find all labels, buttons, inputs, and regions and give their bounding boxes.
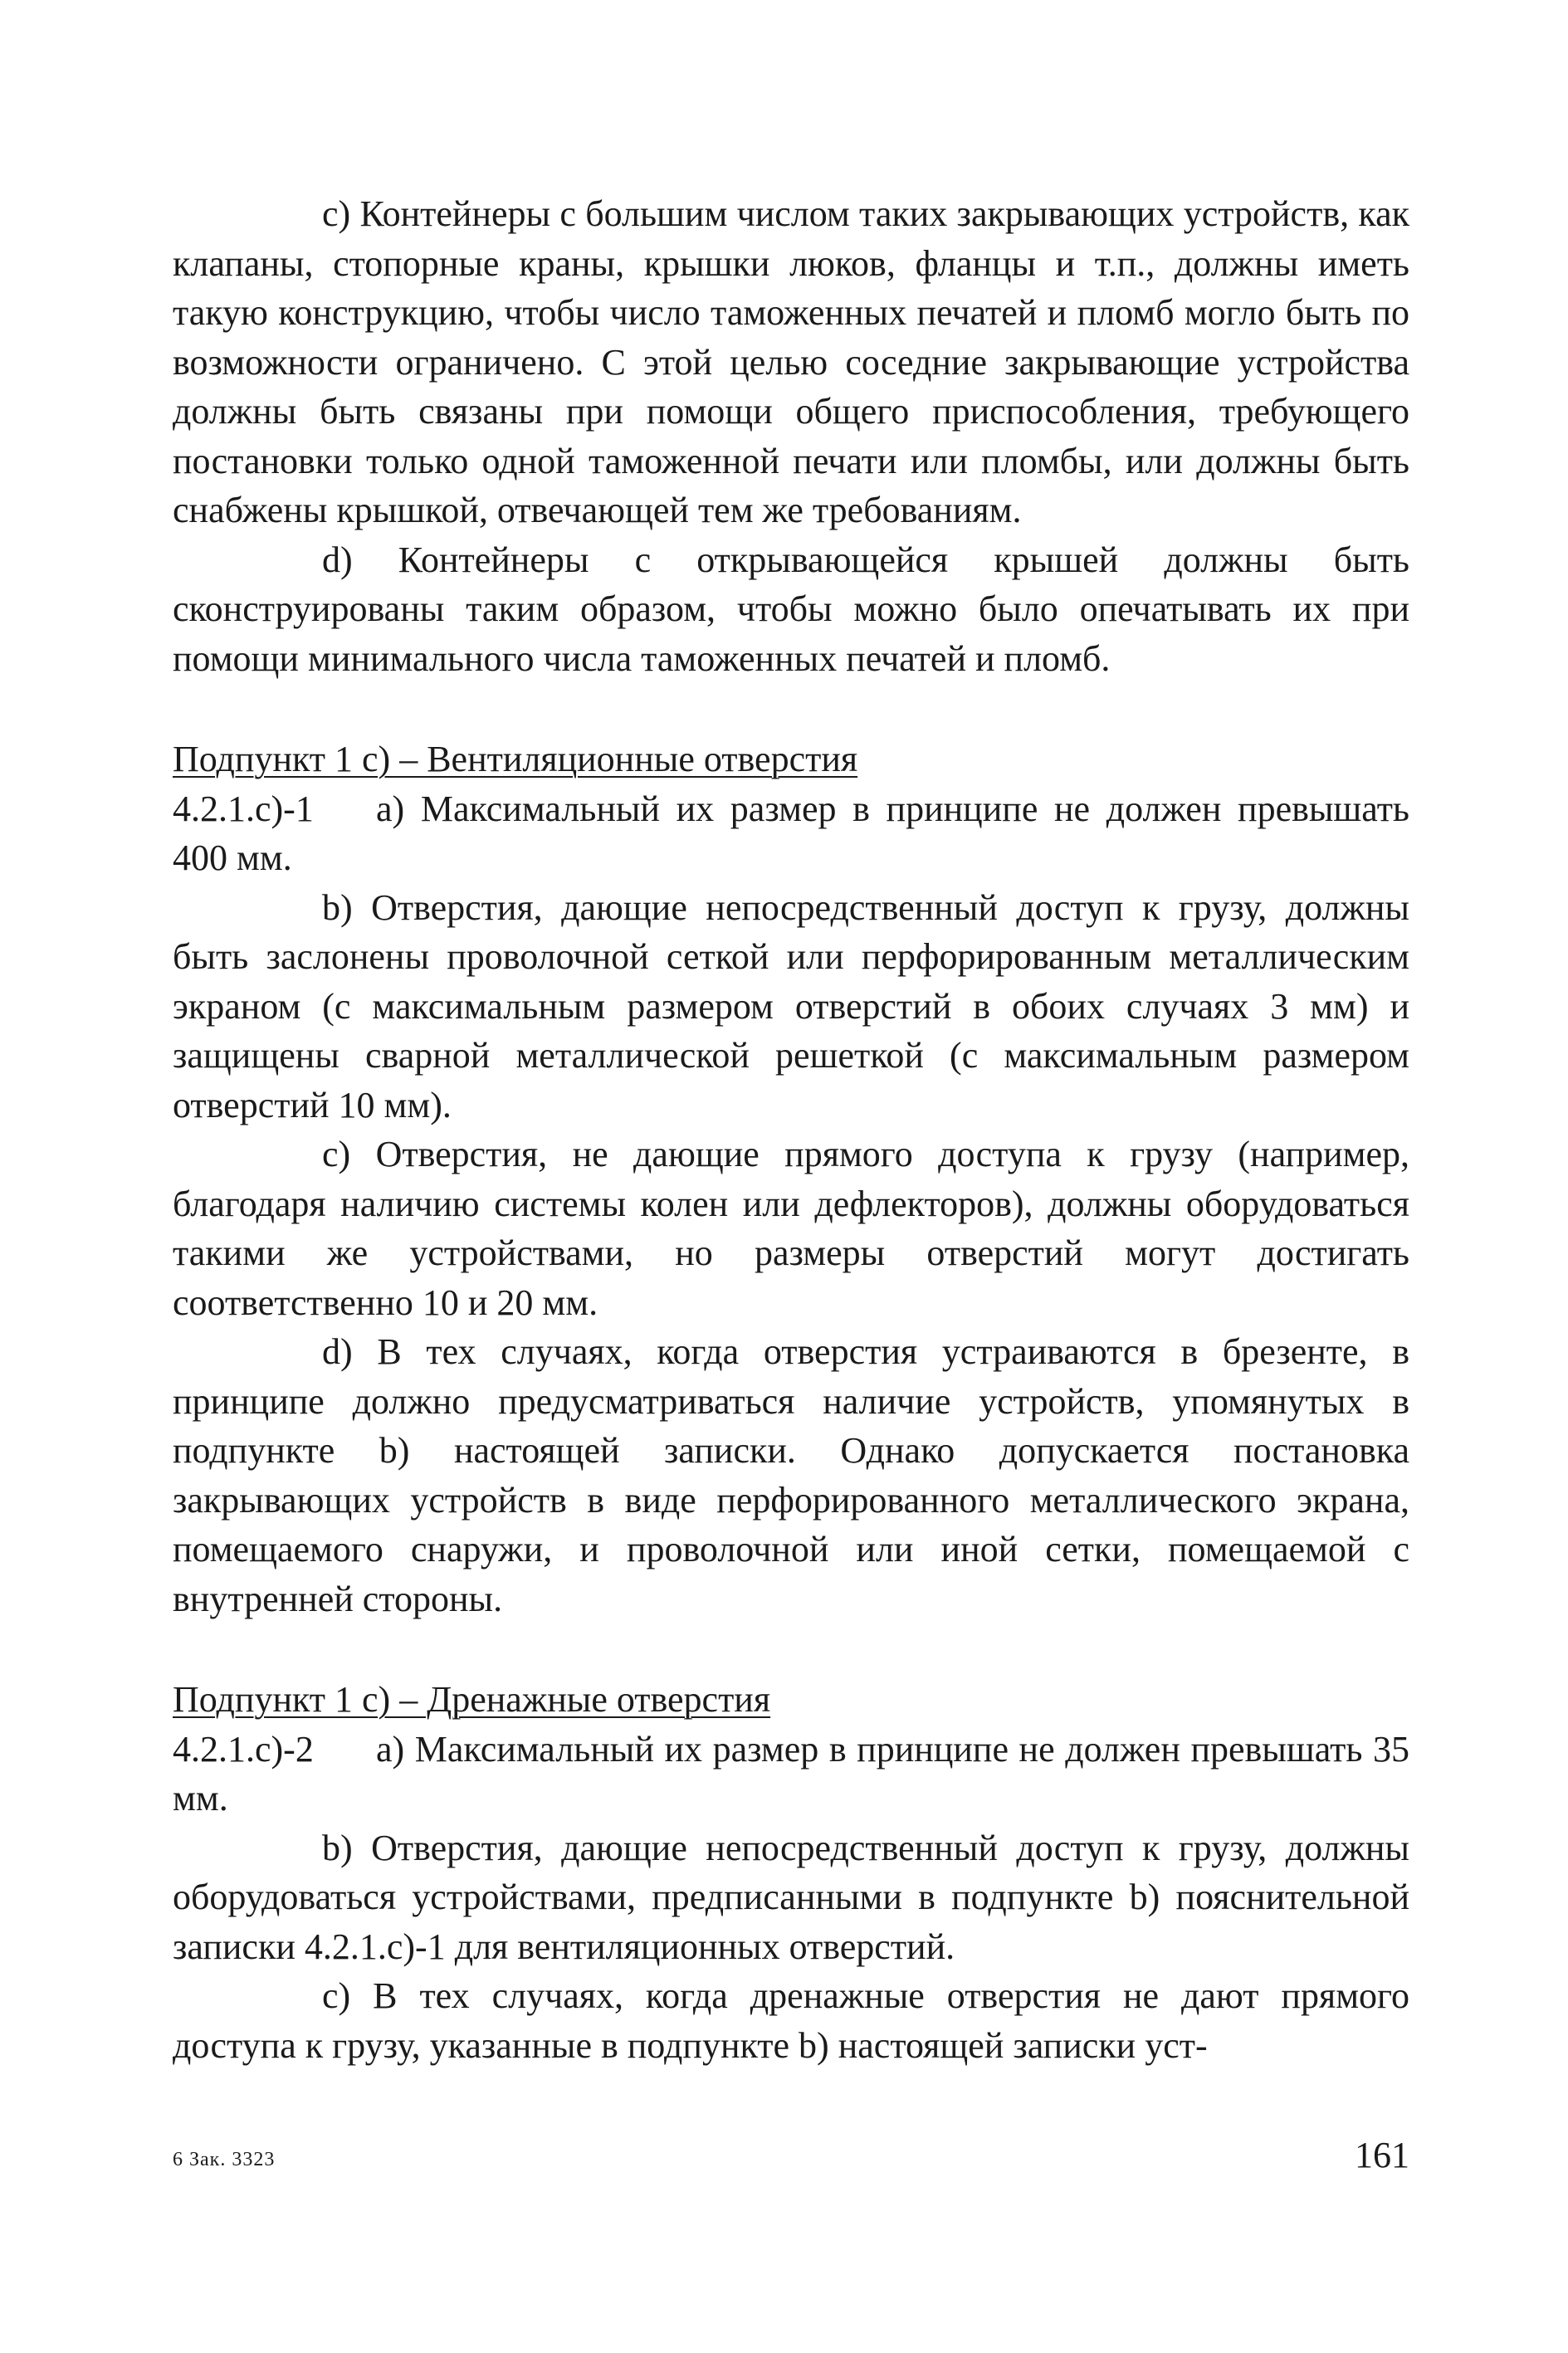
page-number: 161 [1355, 2135, 1409, 2175]
paragraph-c-containers: c) Контейнеры с большим числом таких закрывающих устройств, как клапаны, стопорные краны, крышки люков, фланцы и т.п., должны иметь такую конструкцию, чтобы число таможенных печатей и пломб могло быть по возможности ограничено. С этой целью соседние закрывающие устройства должны быть связаны при помощи общего приспособления, требующего постановки только одной таможенной печати или пломбы, или должны быть снабжены крышкой, отвечающей тем же требованиям. [173, 193, 1409, 530]
ventilation-item-b: b) Отверстия, дающие непосредственный доступ к грузу, должны быть заслонены проволочной сеткой или перфорированным металлическим экраном (с максимальным размером отверстий в обоих случаях 3 мм) и защищены сварной металлической решеткой (с максимальным размером отверстий 10 мм). [173, 886, 1409, 1125]
ventilation-item-a [173, 784, 1409, 883]
ventilation-item-a-text: a) Максимальный их размер в принципе не должен превышать 400 мм. [173, 788, 1409, 878]
section-heading-ventilation: Подпункт 1 с) – Вентиляционные отверстия [173, 739, 858, 779]
drainage-ref: 4.2.1.c)-2 [173, 1728, 314, 1770]
paragraph-d-containers: d) Контейнеры с открывающейся крышей должны быть сконструированы таким образом, чтобы можно было опечатывать их при помощи минимального числа таможенных печатей и пломб. [173, 539, 1409, 679]
drainage-item-c: c) В тех случаях, когда дренажные отверстия не дают прямого доступа к грузу, указанные в подпункте b) настоящей записки уст- [173, 1975, 1409, 2066]
drainage-item-a-text: a) Максимальный их размер в принципе не должен превышать 35 мм. [173, 1728, 1409, 1818]
drainage-item-a [173, 1725, 1409, 1823]
order-note: 6 Зак. 3323 [173, 2149, 276, 2170]
section-heading-drainage: Подпункт 1 с) – Дренажные отверстия [173, 1679, 771, 1720]
ventilation-item-c: c) Отверстия, не дающие прямого доступа к грузу (например, благодаря наличию системы колен или дефлекторов), должны оборудоваться такими же устройствами, но размеры отверстий могут достигать соответственно 10 и 20 мм. [173, 1134, 1409, 1323]
ventilation-item-d: d) В тех случаях, когда отверстия устраиваются в брезенте, в принципе должно предусматриваться наличие устройств, упомянутых в подпункте b) настоящей записки. Однако допускается постановка закрывающих устройств в виде перфорированного металлического экрана, помещаемого снаружи, и проволочной или иной сетки, помещаемой с внутренней стороны. [173, 1331, 1409, 1619]
drainage-item-b: b) Отверстия, дающие непосредственный доступ к грузу, должны оборудоваться устройствами, предписанными в подпункте b) пояснительной записки 4.2.1.c)-1 для вентиляционных отверстий. [173, 1827, 1409, 1967]
document-page [173, 189, 1409, 2070]
ventilation-ref: 4.2.1.c)-1 [173, 788, 314, 829]
page-footer [173, 2126, 1409, 2176]
